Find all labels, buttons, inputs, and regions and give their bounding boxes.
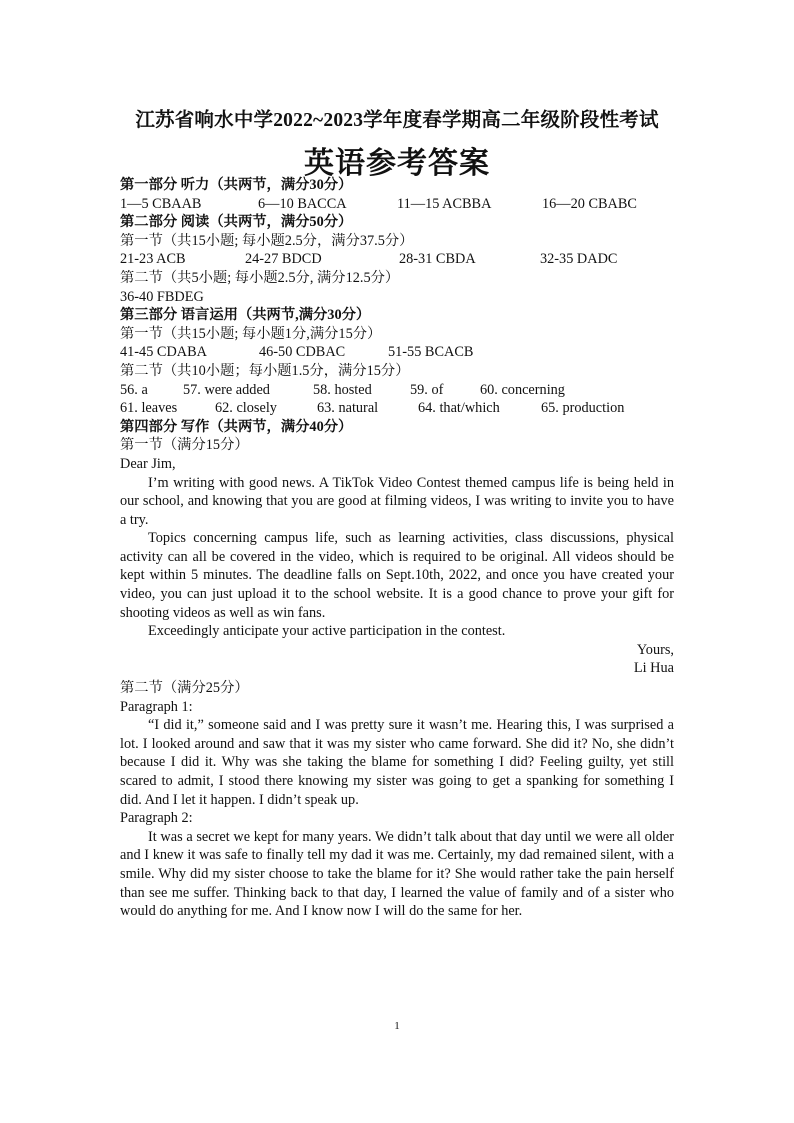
part3-section2-heading: 第二节（共10小题；每小题1.5分，满分15分） — [120, 362, 410, 379]
answer-group: 28-31 CBDA — [399, 251, 476, 268]
answer-item: 63. natural — [317, 400, 379, 417]
answer-group: 1—5 CBAAB — [120, 195, 202, 212]
part2-section2-heading: 第二节（共5小题; 每小题2.5分, 满分12.5分） — [120, 269, 400, 286]
part4-heading: 第四部分 写作（共两节，满分40分） — [120, 418, 353, 435]
answer-item: 60. concerning — [480, 381, 565, 398]
answer-group: 11—15 ACBBA — [397, 195, 492, 212]
letter-closing: Yours, — [636, 641, 674, 658]
answer-item: 57. were added — [183, 381, 270, 398]
answer-group: 46-50 CDBAC — [259, 344, 346, 361]
answer-item: 65. production — [541, 400, 625, 417]
answer-item: 64. that/which — [418, 400, 500, 417]
document-title: 江苏省响水中学2022~2023学年度春学期高二年级阶段性考试 — [135, 110, 659, 131]
part2-section2-answers: 36-40 FBDEG — [120, 288, 204, 305]
answer-item: 61. leaves — [120, 400, 178, 417]
answer-item: 62. closely — [215, 400, 277, 417]
answer-group: 16—20 CBABC — [542, 195, 637, 212]
story-paragraph: It was a secret we kept for many years. We didn’t talk about that day until we were all older and I knew it was safe to finally tell my dad it was me. Certainly, my dad remained silent, with a smile. Why did my sister choose to take the blame for it? She would rather take the pain herself than see me suffer. Thinking back to that day, I learned the value of family and of a sister who would do anything for me. And I know now I will do the same for her. — [120, 828, 674, 920]
answer-item: 58. hosted — [313, 381, 372, 398]
answer-group: 6—10 BACCA — [258, 195, 347, 212]
part3-section1-heading: 第一节（共15小题; 每小题1分,满分15分） — [120, 325, 382, 342]
part3-section1-answers — [120, 343, 674, 362]
letter-paragraph: Topics concerning campus life, such as learning activities, class discussions, physical activity can all be covered in the video, which is required to be original. All videos should be kept within 5 minutes. The deadline falls on Sept.10th, 2022, and once you have created your video, you can just upload it to the school website. It is a good chance to prove your gift for shooting videos as well as win fans. — [120, 530, 674, 621]
part2-heading: 第二部分 阅读（共两节，满分50分） — [120, 214, 353, 231]
story-paragraph: “I did it,” someone said and I was pretty sure it wasn’t me. Hearing this, I was surprised a lot. I looked around and saw that it was my sister who came forward. She did it? No, she didn’t because I did it. Why was she taking the blame for something I did? Feeling guilty, yet still scared to admit, I stood there knowing my sister was going to get a spanking for something I did. And I let it happen. I didn’t speak up. — [120, 717, 674, 808]
paragraph-label: Paragraph 2: — [120, 810, 193, 827]
answer-group: 51-55 BCACB — [388, 344, 474, 361]
answer-group: 41-45 CDABA — [120, 344, 207, 361]
answer-group: 21-23 ACB — [120, 251, 186, 268]
part4-section1-heading: 第一节（满分15分） — [120, 437, 249, 454]
letter-greeting: Dear Jim, — [120, 455, 176, 472]
answer-item: 59. of — [410, 381, 444, 398]
part3-section2-answers-row2 — [120, 399, 674, 418]
document-subtitle: 英语参考答案 — [304, 147, 490, 180]
letter-signature: Li Hua — [633, 660, 674, 677]
page-number: 1 — [394, 1020, 400, 1032]
paragraph-label: Paragraph 1: — [120, 698, 193, 715]
letter-paragraph: Exceedingly anticipate your active participation in the contest. — [148, 623, 506, 640]
answer-group: 32-35 DADC — [540, 251, 618, 268]
letter-paragraph: I’m writing with good news. A TikTok Video Contest themed campus life is being held in our school, and knowing that you are good at filming videos, I was writing to invite you to have a try. — [120, 474, 674, 528]
part1-heading: 第一部分 听力（共两节，满分30分） — [120, 177, 353, 193]
part2-section1-answers — [120, 250, 674, 269]
answer-content — [120, 176, 674, 921]
part4-section2-heading: 第二节（满分25分） — [120, 680, 249, 697]
part3-heading: 第三部分 语言运用（共两节,满分30分） — [120, 307, 371, 324]
answer-item: 56. a — [120, 381, 148, 398]
part2-section1-heading: 第一节（共15小题; 每小题2.5分，满分37.5分） — [120, 232, 414, 249]
answer-group: 24-27 BDCD — [245, 251, 322, 268]
part3-section2-answers-row1 — [120, 381, 674, 400]
part1-answers — [120, 195, 674, 214]
